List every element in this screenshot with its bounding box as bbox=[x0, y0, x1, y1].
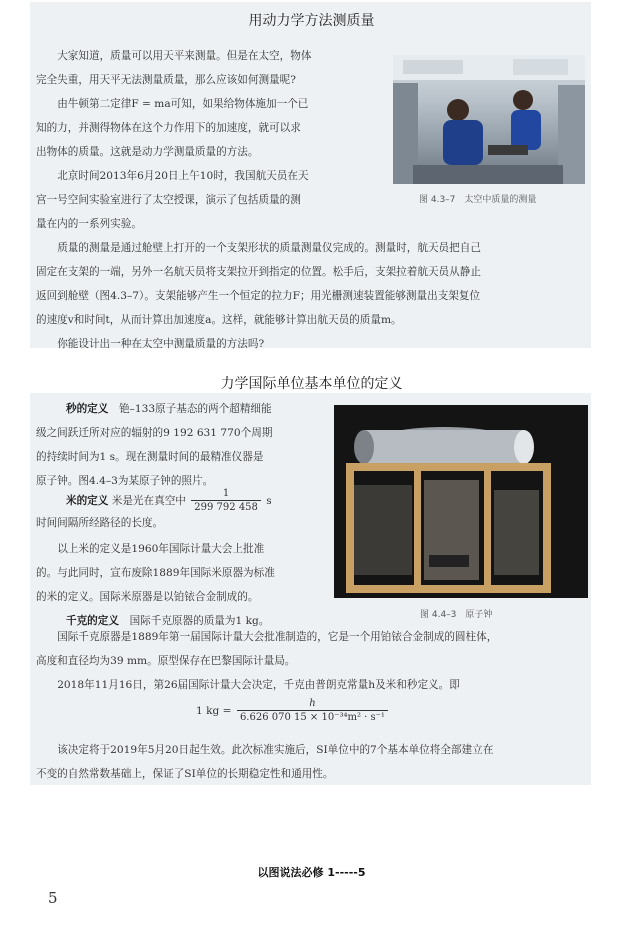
section-title: 力学国际单位基本单位的定义 bbox=[220, 376, 403, 392]
second-definition-heading: 秒的定义 bbox=[66, 403, 109, 415]
paragraph: 时间间隔所经路径的长度。 bbox=[36, 517, 164, 529]
paragraph: 国际千克原器是1889年第一届国际计量大会批准制造的，它是一个用铂铱合金制成的圆柱体， 高度和直径均为39 mm。原型保存在巴黎国际计量局。 2018年11月16日，第26届国际计量大会决定，千克由普朗克常量h及米和秒定义。即 bbox=[36, 631, 498, 691]
paragraph: 该决定将于2019年5月20日起生效。此次标准实施后，SI单位中的7个基本单位将全部建立在 不变的自然常数基础上，保证了SI单位的长期稳定性和通用性。 bbox=[36, 744, 494, 780]
paragraph: 质量的测量是通过舱壁上打开的一个支架形状的质量测量仪完成的。测量时，航天员把自己 固定在支架的一端，另外一名航天员将支架拉开到指定的位置。松手后，支架拉着航天员从静止 返回到舱壁（图4.3–7）。支架能够产生一个恒定的拉力F；用光栅测速装置能够测量出支架复位 的速度v和时间t，从而计算出加速度a。这样，就能够计算出航天员的质量m。 你能设计出一种在太空中测量质量的方法吗? bbox=[36, 242, 481, 350]
kilogram-formula: 1 kg = $\frac{h}{\text{6.626 070 15 × 10⁻³⁴m² · s⁻¹}}$ bbox=[196, 694, 496, 728]
meter-definition: 米的定义 米是光在真空中 $\frac{1}{299 792 458}$ s bbox=[36, 486, 336, 516]
footer-title: 以图说法必修 1-----5 bbox=[257, 866, 366, 879]
paragraph: 以上米的定义是1960年国际计量大会上批准 的。与此同时，宣布废除1889年国际米原器为标准 的米的定义。国际米原器是以铂铱合金制成的。 千克的定义 国际千克原器的质量为1 kg。 bbox=[36, 543, 275, 627]
meter-definition-heading: 米的定义 bbox=[66, 495, 109, 507]
kilogram-definition-heading: 千克的定义 bbox=[66, 615, 119, 627]
page-number: 5 bbox=[48, 889, 58, 907]
formula-fraction: $\frac{h}{\text{6.626 070 15 × 10⁻³⁴m² · s⁻¹}}$ bbox=[237, 698, 388, 724]
figure-caption: 图 4.4–3 原子钟 bbox=[420, 610, 493, 620]
paragraph: 大家知道，质量可以用天平来测量。但是在太空，物体 完全失重，用天平无法测量质量，那么应该如何测量呢? 由牛顿第二定律F = ma可知，如果给物体施加一个已 知的力，并测得物体在这个力作用下的加速度，就可以求 出物体的质量。这就是动力学测量质量的方法。 北京时间2013年6月20日上午10时，我国航天员在天 宫一号空间实验室进行了太空授课，演示了包括质量的测 量在内的一系列实验。 bbox=[36, 50, 312, 230]
figure-caption: 图 4.3–7 太空中质量的测量 bbox=[419, 195, 537, 205]
paragraph: 秒的定义 铯–133原子基态的两个超精细能 级之间跃迁所对应的辐射的9 192 631 770个周期 的持续时间为1 s。现在测量时间的最精准仪器是 原子钟。图4.4–3为某原子钟的照片。 bbox=[36, 403, 273, 487]
atomic-clock-photo bbox=[334, 405, 588, 598]
meter-fraction: $\frac{1}{299 792 458}$ bbox=[191, 488, 261, 514]
space-station-photo bbox=[393, 55, 585, 184]
section-title: 用动力学方法测质量 bbox=[248, 13, 375, 29]
